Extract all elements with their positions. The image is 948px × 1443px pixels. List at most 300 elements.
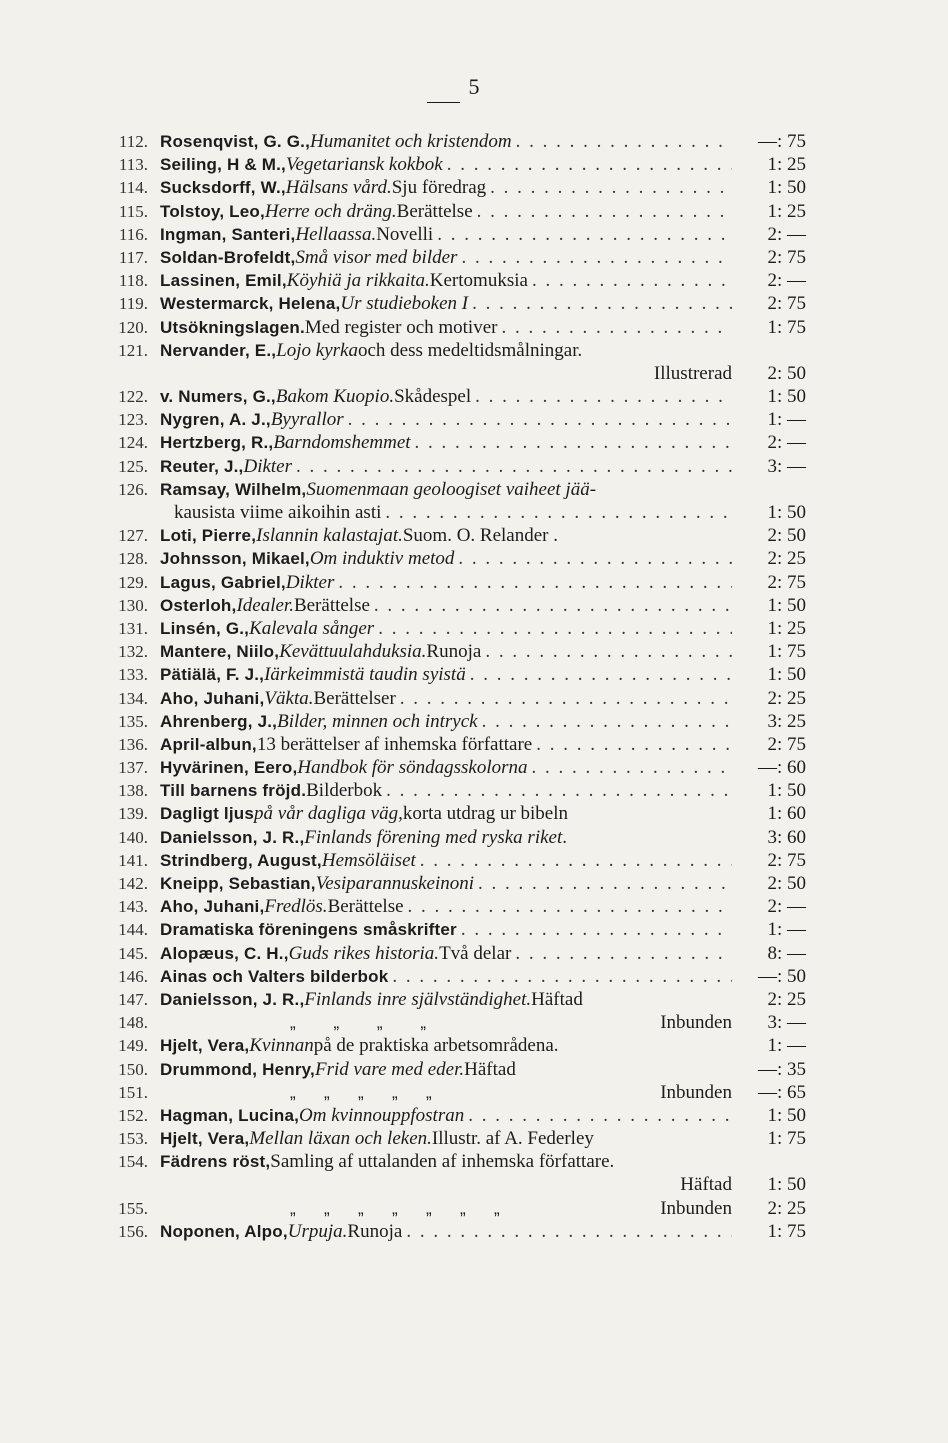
catalog-entry-line bbox=[94, 710, 814, 733]
catalog-entry-line bbox=[94, 1220, 814, 1243]
entry-price: 1: 75 bbox=[767, 641, 806, 663]
entry-author: Johnsson, Mikael, bbox=[160, 549, 310, 569]
entry-text bbox=[160, 965, 732, 988]
catalog-entry-line bbox=[94, 872, 814, 895]
entry-note: Häftad bbox=[464, 1058, 516, 1080]
catalog-entry-line bbox=[94, 733, 814, 756]
leader-dots bbox=[528, 269, 732, 292]
entry-note: Häftad bbox=[531, 988, 583, 1010]
entry-number: 126. bbox=[118, 479, 148, 499]
entry-number: 119. bbox=[118, 294, 148, 314]
entry-price: 3: 60 bbox=[767, 826, 806, 848]
entry-author: „ „ „ „ „ bbox=[290, 1082, 432, 1102]
entry-title: Frid vare med eder. bbox=[314, 1058, 465, 1080]
entry-title: Kalevala sånger bbox=[249, 617, 375, 639]
entry-price: 2: 75 bbox=[767, 849, 806, 871]
entry-number: 117. bbox=[118, 247, 148, 267]
leader-dots bbox=[292, 455, 732, 478]
entry-text bbox=[160, 640, 732, 663]
entry-title: Mellan läxan och leken. bbox=[249, 1128, 432, 1150]
entry-author: Rosenqvist, G. G., bbox=[160, 132, 311, 151]
entry-author: Dagligt ljus bbox=[160, 804, 255, 824]
entry-text bbox=[160, 316, 732, 339]
entry-author: Danielsson, J. R., bbox=[160, 827, 305, 847]
entry-price: —: 65 bbox=[757, 1081, 806, 1103]
leader-dots bbox=[381, 501, 732, 524]
entry-title: Köyhiä ja rikkaita. bbox=[286, 270, 430, 292]
entry-number: 116. bbox=[118, 224, 148, 244]
entry-text bbox=[160, 1034, 732, 1057]
entry-author: Hertzberg, R., bbox=[160, 433, 274, 453]
entry-price: 2: — bbox=[767, 270, 806, 292]
entry-title: Om induktiv metod bbox=[309, 548, 455, 570]
entry-note: Samling af uttalanden af inhemska författare. bbox=[270, 1151, 615, 1173]
entry-note: Berättelse bbox=[396, 200, 473, 222]
entry-author: Ingman, Santeri, bbox=[160, 224, 296, 244]
entry-author: Seiling, H & M., bbox=[160, 155, 286, 175]
entry-author: Danielsson, J. R., bbox=[160, 989, 305, 1009]
entry-note: Runoja bbox=[347, 1220, 403, 1242]
entry-price: —: 60 bbox=[757, 757, 806, 779]
catalog-entry-line bbox=[94, 130, 814, 153]
catalog-entry-line bbox=[94, 547, 814, 570]
entry-number: 134. bbox=[118, 688, 148, 708]
entry-note: Inbunden bbox=[660, 1197, 732, 1219]
entry-title: Fredlös. bbox=[264, 896, 328, 918]
entry-number: 122. bbox=[118, 387, 148, 407]
entry-price: 1: 50 bbox=[767, 594, 806, 616]
leader-dots bbox=[416, 849, 732, 872]
leader-dots bbox=[471, 385, 732, 408]
entry-title: Hemsöläiset bbox=[321, 849, 416, 871]
entry-price: 2: 75 bbox=[767, 733, 806, 755]
leader-dots bbox=[511, 942, 732, 965]
catalog-entry-line bbox=[94, 1058, 814, 1081]
entry-text bbox=[160, 988, 732, 1011]
entry-note: Novelli bbox=[376, 223, 434, 245]
entry-note: Berättelser bbox=[313, 687, 396, 709]
leader-dots bbox=[528, 756, 733, 779]
entry-number: 128. bbox=[118, 549, 148, 569]
entry-price: 1: 50 bbox=[767, 502, 806, 523]
leader-dots bbox=[404, 895, 732, 918]
entry-text bbox=[160, 176, 732, 199]
catalog-entry-line bbox=[94, 617, 814, 640]
entry-text bbox=[160, 455, 732, 478]
leader-dots bbox=[474, 872, 732, 895]
entry-price: 1: 25 bbox=[767, 200, 806, 222]
entry-note: Häftad bbox=[680, 1174, 732, 1196]
entry-note: Suom. O. Relander . bbox=[402, 525, 559, 547]
entry-note: Två delar bbox=[439, 942, 512, 964]
entry-number: 153. bbox=[118, 1129, 148, 1149]
entry-author: Nervander, E., bbox=[160, 340, 277, 360]
entry-number: 113. bbox=[118, 155, 148, 175]
entry-price: 2: 75 bbox=[767, 246, 806, 268]
entry-price: 2: — bbox=[767, 432, 806, 454]
entry-author: Alopæus, C. H., bbox=[160, 943, 289, 963]
entry-author: Reuter, J., bbox=[160, 456, 244, 476]
entry-number: 115. bbox=[118, 201, 148, 221]
entry-price: 2: 25 bbox=[767, 687, 806, 709]
entry-text bbox=[160, 918, 732, 941]
catalog-entry-line bbox=[94, 524, 814, 547]
entry-note: Skådespel bbox=[394, 386, 472, 408]
entry-author: Ainas och Valters bilderbok bbox=[160, 966, 389, 986]
entry-text bbox=[160, 385, 732, 408]
entry-text bbox=[160, 1220, 732, 1243]
entry-text bbox=[160, 1081, 732, 1104]
entry-author: Utsökningslagen. bbox=[160, 317, 305, 337]
entry-title: Vegetariansk kokbok bbox=[286, 154, 443, 176]
entry-author: Lagus, Gabriel, bbox=[160, 572, 286, 592]
entry-author: Drummond, Henry, bbox=[160, 1059, 315, 1079]
entry-number: 137. bbox=[118, 758, 148, 778]
entry-title: Dikter bbox=[285, 571, 335, 593]
entry-author: Loti, Pierre, bbox=[160, 526, 257, 546]
entry-author: Hjelt, Vera, bbox=[160, 1036, 250, 1056]
entry-price: 1: — bbox=[767, 409, 806, 431]
catalog-entry-line bbox=[94, 802, 814, 825]
catalog-entry-line bbox=[94, 942, 814, 965]
catalog-entry-line bbox=[94, 1197, 814, 1220]
entry-text bbox=[160, 130, 732, 153]
entry-title: Dikter bbox=[243, 455, 293, 477]
entry-text bbox=[160, 339, 732, 362]
entry-author: April-albun, bbox=[160, 734, 257, 754]
leader-dots bbox=[334, 571, 732, 594]
entry-text bbox=[160, 1011, 732, 1034]
entry-number: 125. bbox=[118, 456, 148, 476]
entry-title: Ur studieboken I bbox=[340, 293, 469, 315]
entry-note: på de praktiska arbetsområdena. bbox=[313, 1035, 559, 1057]
catalog-entry-line bbox=[94, 431, 814, 454]
entry-note: 13 berättelser af inhemska författare bbox=[256, 733, 533, 755]
leader-dots bbox=[532, 733, 732, 756]
entry-title: Guds rikes historia. bbox=[288, 942, 440, 964]
entry-text bbox=[160, 710, 732, 733]
page-number: 5 bbox=[468, 74, 480, 99]
leader-dots bbox=[388, 965, 732, 988]
entry-text bbox=[160, 594, 732, 617]
entry-title: Handbok för söndagsskolorna bbox=[297, 757, 528, 779]
leader-dots bbox=[443, 153, 732, 176]
entry-price: 1: 50 bbox=[767, 386, 806, 408]
entry-title: Humanitet och kristendom bbox=[310, 131, 512, 152]
entry-price: 2: 75 bbox=[767, 571, 806, 593]
catalog-entry-line bbox=[94, 663, 814, 686]
catalog-entry-line bbox=[94, 1127, 814, 1150]
entry-note: Inbunden bbox=[660, 1012, 732, 1034]
leader-dots bbox=[468, 292, 732, 315]
leader-dots bbox=[457, 918, 732, 941]
catalog-entry-line bbox=[94, 918, 814, 941]
entry-title: Lojo kyrka bbox=[276, 339, 358, 361]
entry-text bbox=[160, 1173, 732, 1196]
entry-author: „ „ „ „ „ „ „ bbox=[290, 1198, 500, 1218]
entry-text bbox=[160, 1104, 732, 1127]
book-catalog-list bbox=[94, 130, 814, 1243]
entry-price: 3: 25 bbox=[767, 710, 806, 732]
entry-author: Hagman, Lucina, bbox=[160, 1105, 300, 1125]
leader-dots bbox=[464, 1104, 732, 1127]
entry-title: Finlands inre självständighet. bbox=[304, 988, 532, 1010]
page-number-rule bbox=[427, 102, 460, 103]
entry-price: 1: 75 bbox=[767, 316, 806, 338]
entry-number: 151. bbox=[118, 1082, 148, 1102]
catalog-entry-line bbox=[94, 153, 814, 176]
catalog-entry-line bbox=[94, 895, 814, 918]
leader-dots bbox=[374, 617, 732, 640]
entry-number: 132. bbox=[118, 642, 148, 662]
entry-author: Pätiälä, F. J., bbox=[160, 665, 265, 685]
entry-title: Idealer. bbox=[236, 594, 294, 616]
catalog-entry-line bbox=[94, 594, 814, 617]
entry-title: Byyrallor bbox=[270, 409, 344, 431]
leader-dots bbox=[396, 687, 732, 710]
entry-author: Hjelt, Vera, bbox=[160, 1129, 250, 1149]
entry-title: Iärkeimmistä taudin syistä bbox=[264, 664, 466, 686]
leader-dots bbox=[457, 246, 732, 269]
leader-dots bbox=[486, 176, 732, 199]
entry-number: 144. bbox=[118, 920, 148, 940]
catalog-entry-line bbox=[94, 965, 814, 988]
entry-text bbox=[160, 1150, 732, 1173]
catalog-entry-line bbox=[94, 176, 814, 199]
entry-number: 114. bbox=[118, 178, 148, 198]
entry-author: Kneipp, Sebastian, bbox=[160, 874, 316, 893]
catalog-entry-line bbox=[94, 571, 814, 594]
entry-number: 120. bbox=[118, 317, 148, 337]
entry-text bbox=[160, 547, 732, 570]
entry-number: 138. bbox=[118, 781, 148, 801]
entry-price: 1: 50 bbox=[767, 1104, 806, 1126]
entry-price: 2: 25 bbox=[767, 1197, 806, 1219]
entry-number: 145. bbox=[118, 943, 148, 963]
entry-author: Hyvärinen, Eero, bbox=[160, 758, 298, 778]
entry-text bbox=[160, 246, 732, 269]
entry-note: korta utdrag ur bibeln bbox=[402, 803, 569, 825]
entry-author: Strindberg, August, bbox=[160, 850, 322, 870]
catalog-entry-line bbox=[94, 455, 814, 478]
leader-dots bbox=[473, 200, 732, 223]
entry-title: Hellaassa. bbox=[295, 223, 377, 245]
entry-text bbox=[160, 663, 732, 686]
catalog-entry-line bbox=[94, 385, 814, 408]
catalog-entry-line bbox=[94, 687, 814, 710]
entry-number: 152. bbox=[118, 1105, 148, 1125]
entry-price: 2: 50 bbox=[767, 525, 806, 547]
entry-author: Aho, Juhani, bbox=[160, 688, 265, 708]
entry-price: —: 35 bbox=[757, 1058, 806, 1080]
catalog-entry-line bbox=[94, 478, 814, 501]
entry-number: 136. bbox=[118, 734, 148, 754]
entry-number: 156. bbox=[118, 1221, 148, 1241]
entry-text bbox=[160, 478, 732, 501]
leader-dots bbox=[433, 223, 732, 246]
entry-text bbox=[160, 802, 732, 825]
entry-title: Barndomshemmet bbox=[273, 432, 411, 454]
catalog-entry-line bbox=[94, 269, 814, 292]
entry-title: Suomenmaan geoloogiset vaiheet jää- bbox=[306, 478, 597, 500]
entry-number: 143. bbox=[118, 897, 148, 917]
entry-number: 154. bbox=[118, 1152, 148, 1172]
entry-text bbox=[160, 617, 732, 640]
entry-title: Bakom Kuopio. bbox=[275, 386, 395, 408]
entry-note: Illustr. af A. Federley bbox=[431, 1128, 594, 1150]
entry-note: Illustrerad bbox=[653, 362, 732, 384]
catalog-entry-line bbox=[94, 339, 814, 362]
entry-price: 8: — bbox=[767, 942, 806, 964]
entry-title: på vår dagliga väg, bbox=[254, 803, 403, 825]
entry-price: 1: 60 bbox=[767, 803, 806, 825]
entry-title: Vesiparannuskeinoni bbox=[315, 873, 475, 894]
entry-price: 3: — bbox=[767, 455, 806, 477]
entry-number: 146. bbox=[118, 966, 148, 986]
entry-author: Fädrens röst, bbox=[160, 1152, 271, 1172]
entry-number: 141. bbox=[118, 850, 148, 870]
entry-text bbox=[160, 200, 732, 223]
entry-price: 2: 25 bbox=[767, 548, 806, 570]
entry-note: Med register och motiver bbox=[304, 316, 498, 338]
entry-text bbox=[160, 571, 732, 594]
catalog-entry-line bbox=[94, 756, 814, 779]
catalog-entry-line bbox=[94, 1034, 814, 1057]
entry-price: 2: — bbox=[767, 223, 806, 245]
entry-text bbox=[160, 408, 732, 431]
catalog-entry-line bbox=[94, 640, 814, 663]
entry-author: Lassinen, Emil, bbox=[160, 271, 287, 291]
entry-author: Aho, Juhani, bbox=[160, 897, 265, 917]
entry-note: Berättelse bbox=[327, 896, 404, 918]
entry-price: 1: 50 bbox=[767, 780, 806, 802]
entry-text bbox=[160, 524, 732, 547]
leader-dots bbox=[411, 431, 732, 454]
entry-author: „ „ „ „ bbox=[290, 1013, 426, 1033]
leader-dots bbox=[370, 594, 732, 617]
entry-title: Finlands förening med ryska riket bbox=[304, 826, 563, 848]
leader-dots bbox=[481, 640, 732, 663]
entry-number: 148. bbox=[118, 1013, 148, 1033]
entry-author: Osterloh, bbox=[160, 595, 237, 615]
entry-price: 1: 25 bbox=[767, 154, 806, 176]
entry-price: 2: 50 bbox=[767, 362, 806, 384]
entry-price: 2: — bbox=[767, 896, 806, 918]
entry-text bbox=[160, 269, 732, 292]
entry-number: 123. bbox=[118, 410, 148, 430]
catalog-entry-line bbox=[94, 779, 814, 802]
entry-note: Runoja bbox=[426, 641, 482, 663]
entry-number: 112. bbox=[118, 132, 148, 151]
entry-author: Linsén, G., bbox=[160, 618, 250, 638]
leader-dots bbox=[402, 1220, 732, 1243]
entry-note: Bilderbok bbox=[306, 780, 383, 802]
entry-title: Urpuja. bbox=[287, 1220, 348, 1242]
entry-text bbox=[160, 826, 732, 849]
entry-author: Ramsay, Wilhelm, bbox=[160, 479, 307, 499]
entry-price: 1: 75 bbox=[767, 1128, 806, 1150]
catalog-entry-line bbox=[94, 1011, 814, 1034]
entry-text bbox=[160, 501, 732, 524]
leader-dots bbox=[497, 316, 732, 339]
entry-price: 2: 75 bbox=[767, 293, 806, 315]
entry-author: Tolstoy, Leo, bbox=[160, 201, 265, 221]
entry-price: 3: — bbox=[767, 1012, 806, 1034]
catalog-entry-line bbox=[94, 501, 814, 524]
entry-author: Till barnens fröjd. bbox=[160, 781, 307, 801]
entry-number: 121. bbox=[118, 340, 148, 360]
catalog-entry-line bbox=[94, 246, 814, 269]
entry-price: 2: 50 bbox=[767, 873, 806, 894]
entry-number: 139. bbox=[118, 804, 148, 824]
catalog-entry-line bbox=[94, 362, 814, 385]
entry-author: Nygren, A. J., bbox=[160, 410, 271, 430]
leader-dots bbox=[466, 663, 732, 686]
leader-dots bbox=[512, 130, 732, 153]
entry-number: 140. bbox=[118, 827, 148, 847]
entry-number: 118. bbox=[118, 271, 148, 291]
entry-author: Mantere, Niilo, bbox=[160, 642, 280, 662]
entry-text bbox=[160, 1197, 732, 1220]
entry-number: 149. bbox=[118, 1036, 148, 1056]
entry-text bbox=[160, 1058, 732, 1081]
entry-title: Bilder, minnen och intryck bbox=[277, 710, 478, 732]
leader-dots bbox=[382, 779, 732, 802]
entry-price: 1: 50 bbox=[767, 177, 806, 199]
entry-note: Sju föredrag bbox=[391, 177, 487, 199]
entry-note: och dess medeltidsmålningar. bbox=[358, 339, 583, 361]
entry-author: Dramatiska föreningens småskrifter bbox=[160, 920, 457, 940]
entry-price: 1: 25 bbox=[767, 617, 806, 639]
entry-number: 142. bbox=[118, 874, 148, 893]
catalog-entry-line bbox=[94, 1104, 814, 1127]
entry-text bbox=[160, 849, 732, 872]
catalog-entry-line bbox=[94, 826, 814, 849]
catalog-entry-line bbox=[94, 1081, 814, 1104]
entry-text bbox=[160, 733, 732, 756]
catalog-entry-line bbox=[94, 223, 814, 246]
entry-title: Kvinnan bbox=[249, 1035, 314, 1057]
entry-author: Westermarck, Helena, bbox=[160, 294, 341, 314]
catalog-entry-line bbox=[94, 408, 814, 431]
entry-title: Islannin kalastajat. bbox=[256, 525, 403, 547]
entry-number: 155. bbox=[118, 1198, 148, 1218]
entry-price: —: 50 bbox=[757, 965, 806, 987]
entry-number: 131. bbox=[118, 618, 148, 638]
entry-title: Små visor med bilder bbox=[295, 246, 458, 268]
entry-text bbox=[160, 779, 732, 802]
catalog-entry-line bbox=[94, 316, 814, 339]
entry-text bbox=[160, 153, 732, 176]
entry-note: Kertomuksia bbox=[429, 270, 528, 292]
entry-number: 130. bbox=[118, 595, 148, 615]
entry-number: 124. bbox=[118, 433, 148, 453]
entry-price: 1: — bbox=[767, 1035, 806, 1057]
entry-author: Soldan-Brofeldt, bbox=[160, 247, 296, 267]
entry-price: 1: 50 bbox=[767, 664, 806, 686]
entry-note: Berättelse bbox=[293, 594, 370, 616]
entry-note: Inbunden bbox=[660, 1081, 732, 1103]
entry-title: Kevättuulahduksia. bbox=[279, 641, 427, 663]
leader-dots bbox=[478, 710, 732, 733]
entry-number: 147. bbox=[118, 989, 148, 1009]
entry-author: Sucksdorff, W., bbox=[160, 178, 286, 198]
entry-title: Väkta. bbox=[264, 687, 314, 709]
catalog-entry-line bbox=[94, 1150, 814, 1173]
leader-dots bbox=[344, 408, 732, 431]
catalog-entry-line bbox=[94, 849, 814, 872]
entry-text bbox=[160, 223, 732, 246]
